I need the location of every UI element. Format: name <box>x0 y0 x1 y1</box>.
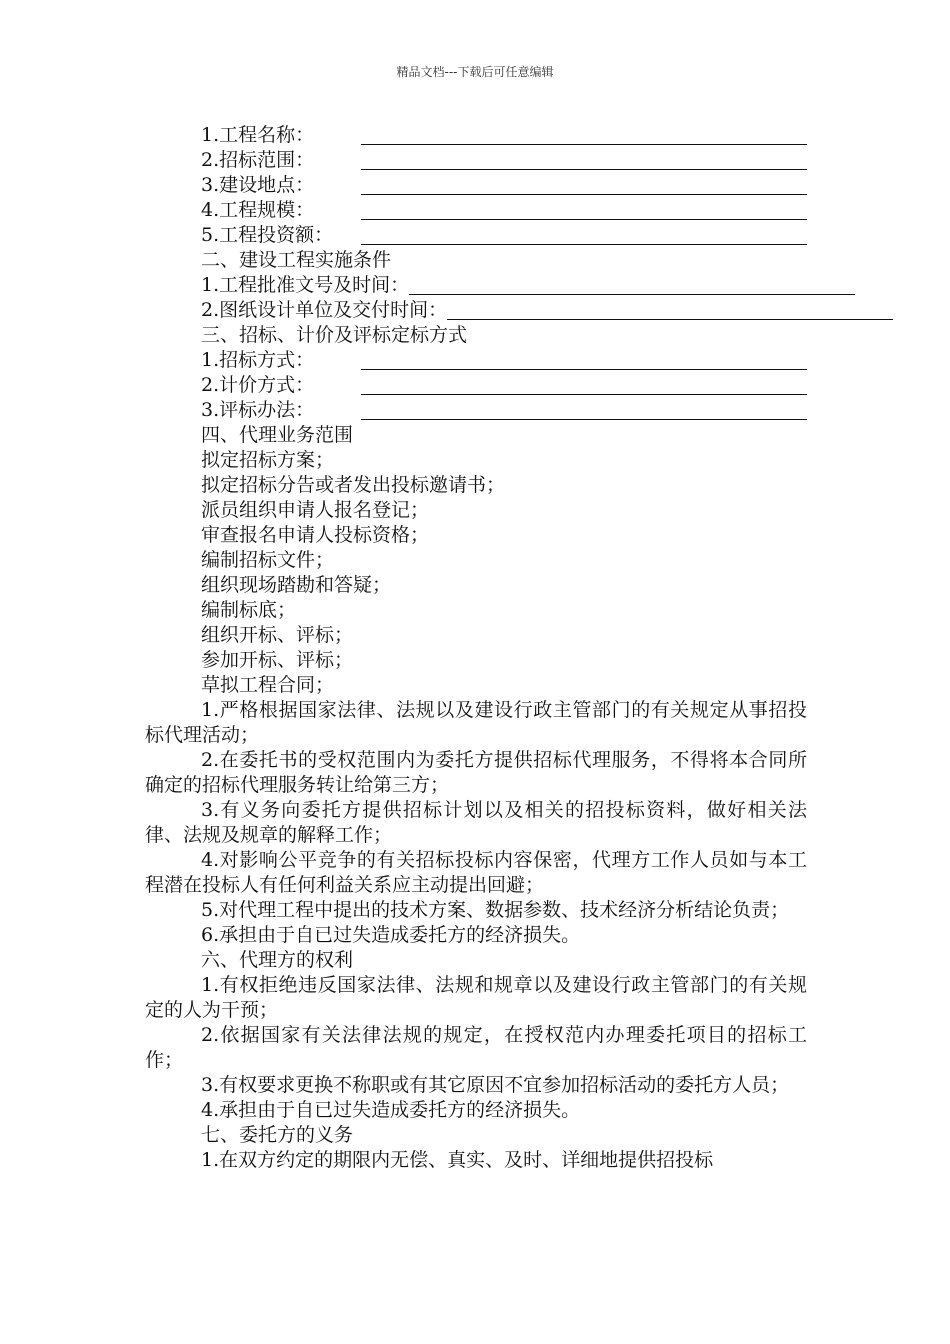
form-field-design-unit <box>145 298 807 323</box>
field-label: 1.工程批准文号及时间： <box>201 274 410 296</box>
paragraph: 4.对影响公平竞争的有关招标投标内容保密，代理方工作人员如与本工程潜在投标人有任何利益关系应主动提出回避； <box>145 849 807 896</box>
field-label: 2.图纸设计单位及交付时间： <box>201 299 448 321</box>
field-label: 3.建设地点： <box>201 174 315 196</box>
form-field-investment <box>145 223 807 248</box>
paragraph: 1.严格根据国家法律、法规以及建设行政主管部门的有关规定从事招投标代理活动； <box>145 699 807 746</box>
fill-in-blank <box>361 399 807 420</box>
paragraph: 3.有权要求更换不称职或有其它原因不宜参加招标活动的委托方人员； <box>201 1074 790 1096</box>
form-field-tender-method <box>145 348 807 373</box>
fill-in-blank <box>447 299 893 320</box>
fill-in-blank <box>361 374 807 395</box>
paragraph: 3.有义务向委托方提供招标计划以及相关的招投标资料，做好相关法律、法规及规章的解释工作； <box>145 799 807 846</box>
fill-in-blank <box>361 124 807 145</box>
paragraph: 6.承担由于自已过失造成委托方的经济损失。 <box>201 924 581 946</box>
paragraph: 2.依据国家有关法律法规的规定，在授权范内办理委托项目的招标工作； <box>145 1024 807 1071</box>
section-heading-7: 七、委托方的义务 <box>201 1124 354 1146</box>
form-field-project-name <box>145 123 807 148</box>
form-field-evaluation-method <box>145 398 807 423</box>
section-heading-2: 二、建设工程实施条件 <box>201 249 392 271</box>
section-heading-6: 六、代理方的权利 <box>201 949 354 971</box>
form-field-construction-site <box>145 173 807 198</box>
paragraph: 1.有权拒绝违反国家法律、法规和规章以及建设行政主管部门的有关规定的人为干预； <box>145 974 807 1021</box>
section-heading-3: 三、招标、计价及评标定标方式 <box>201 324 468 346</box>
field-label: 1.招标方式： <box>201 349 315 371</box>
list-item: 编制招标文件； <box>201 549 335 571</box>
fill-in-blank <box>409 274 855 295</box>
fill-in-blank <box>361 349 807 370</box>
list-item: 草拟工程合同； <box>201 674 335 696</box>
document-body <box>145 123 807 1173</box>
field-label: 5.工程投资额： <box>201 224 334 246</box>
section-heading-4: 四、代理业务范围 <box>201 424 354 446</box>
fill-in-blank <box>361 174 807 195</box>
paragraph: 4.承担由于自已过失造成委托方的经济损失。 <box>201 1099 581 1121</box>
list-item: 组织现场踏勘和答疑； <box>201 574 392 596</box>
field-label: 2.招标范围： <box>201 149 315 171</box>
list-item: 编制标底； <box>201 599 297 621</box>
field-label: 4.工程规模： <box>201 199 315 221</box>
field-label: 3.评标办法： <box>201 399 315 421</box>
fill-in-blank <box>361 224 807 245</box>
list-item: 拟定招标方案； <box>201 449 335 471</box>
list-item: 审查报名申请人投标资格； <box>201 524 430 546</box>
paragraph: 5.对代理工程中提出的技术方案、数据参数、技术经济分析结论负责； <box>201 899 790 921</box>
paragraph: 1.在双方约定的期限内无偿、真实、及时、详细地提供招投标 <box>201 1149 714 1171</box>
list-item: 组织开标、评标； <box>201 624 354 646</box>
field-label: 1.工程名称： <box>201 124 315 146</box>
fill-in-blank <box>361 199 807 220</box>
form-field-approval-number <box>145 273 807 298</box>
page-header: 精品文档---下载后可任意编辑 <box>396 65 554 79</box>
form-field-project-scale <box>145 198 807 223</box>
list-item: 派员组织申请人报名登记； <box>201 499 430 521</box>
list-item: 拟定招标分告或者发出投标邀请书； <box>201 474 506 496</box>
form-field-tender-scope <box>145 148 807 173</box>
fill-in-blank <box>361 149 807 170</box>
list-item: 参加开标、评标； <box>201 649 354 671</box>
form-field-pricing-method <box>145 373 807 398</box>
paragraph: 2.在委托书的受权范围内为委托方提供招标代理服务，不得将本合同所确定的招标代理服务转让给第三方； <box>145 749 807 796</box>
field-label: 2.计价方式： <box>201 374 315 396</box>
